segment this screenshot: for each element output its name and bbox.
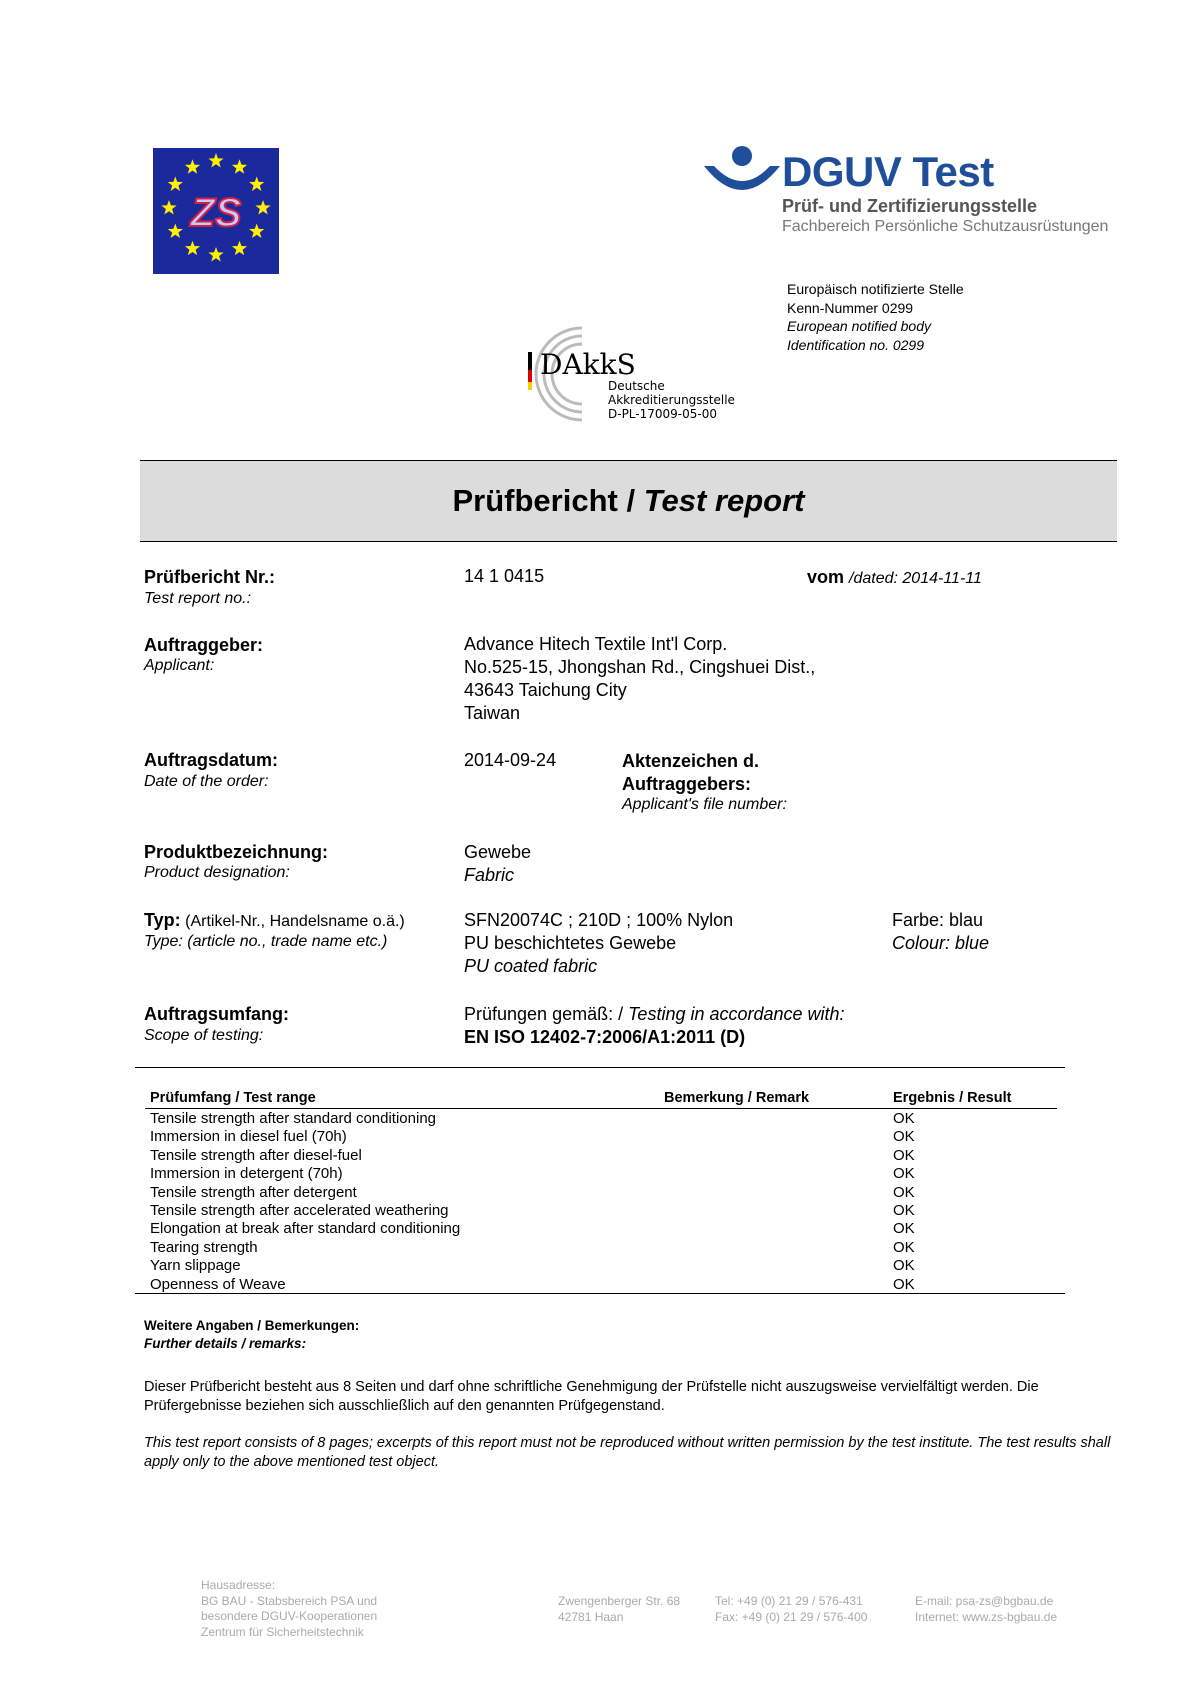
test-result-cell: OK <box>893 1275 915 1293</box>
table-row <box>150 1147 1050 1165</box>
applicant-line: No.525-15, Jhongshan Rd., Cingshuei Dist., <box>464 657 816 677</box>
scope-label-en: Scope of testing: <box>144 1027 264 1044</box>
dakks-code: D-PL-17009-05-00 <box>608 407 717 421</box>
table-row <box>150 1276 1050 1294</box>
test-result-cell: OK <box>893 1165 915 1183</box>
notified-body-id-de: Kenn-Nummer 0299 <box>787 299 914 316</box>
test-result-cell: OK <box>893 1110 915 1127</box>
results-table-body <box>150 1110 1050 1294</box>
test-result-cell: OK <box>893 1257 915 1275</box>
table-header-result: Ergebnis / Result <box>893 1090 1012 1106</box>
dguv-emblem-icon <box>702 144 782 204</box>
table-row <box>150 1220 1050 1238</box>
footer-street <box>558 1594 680 1625</box>
test-range-cell: Tensile strength after diesel-fuel <box>150 1146 362 1164</box>
report-no-label-en: Test report no.: <box>144 590 252 607</box>
table-row <box>150 1165 1050 1183</box>
type-value: SFN20074C ; 210D ; 100% Nylon PU beschichtetes Gewebe PU coated fabric <box>464 910 734 976</box>
remarks-paragraph-de: Dieser Prüfbericht besteht aus 8 Seiten und darf ohne schriftliche Genehmigung der Prüfstelle nicht auszugsweise vervielfältigt werden. Die Prüfergebnisse beziehen sich ausschließlich auf den genannten Prüfgegenstand. <box>144 1379 1039 1414</box>
test-range-cell: Tensile strength after accelerated weathering <box>150 1201 449 1219</box>
test-range-cell: Openness of Weave <box>150 1275 286 1293</box>
test-range-cell: Tensile strength after standard conditioning <box>150 1110 437 1127</box>
footer-line: Zwengenberger Str. 68 <box>558 1594 681 1608</box>
remarks-paragraph-en: This test report consists of 8 pages; excerpts of this report must not be reproduced without written permission by the test institute. The test results shall apply only to the above mentioned test object. <box>144 1435 1111 1470</box>
type-label: Typ: (Artikel-Nr., Handelsname o.ä.) <box>144 910 405 930</box>
test-result-cell: OK <box>893 1220 915 1238</box>
page-title: Prüfbericht / Test report <box>452 483 805 518</box>
test-result-cell: OK <box>893 1183 915 1201</box>
order-date-label: Auftragsdatum: <box>144 750 278 770</box>
dguv-title: DGUV Test <box>782 148 994 195</box>
table-row <box>150 1110 1050 1128</box>
table-header-range: Prüfumfang / Test range <box>150 1090 316 1106</box>
footer-line: Hausadresse: <box>201 1578 276 1592</box>
notified-body-block <box>787 280 964 354</box>
table-row <box>150 1202 1050 1220</box>
footer-line: BG BAU - Stabsbereich PSA und <box>201 1593 378 1608</box>
product-value: Gewebe <box>464 842 532 862</box>
dakks-logo <box>522 322 742 428</box>
dakks-line1: Deutsche <box>608 379 665 393</box>
zs-logo-text: ZS <box>190 191 242 235</box>
report-no-value: 14 1 0415 <box>464 566 545 586</box>
footer-line: besondere DGUV-Kooperationen <box>201 1609 378 1623</box>
dakks-line2: Akkreditierungsstelle <box>608 393 735 407</box>
table-row <box>150 1184 1050 1202</box>
test-result-cell: OK <box>893 1146 915 1164</box>
type-label-en: Type: (article no., trade name etc.) <box>144 933 388 950</box>
test-range-cell: Elongation at break after standard conditioning <box>150 1220 461 1238</box>
footer-line: 42781 Haan <box>558 1609 624 1624</box>
test-range-cell: Yarn slippage <box>150 1257 241 1275</box>
footer-line: Zentrum für Sicherheitstechnik <box>201 1624 364 1639</box>
test-range-cell: Tensile strength after detergent <box>150 1183 357 1201</box>
product-label-en: Product designation: <box>144 864 290 881</box>
footer-line: Tel: +49 (0) 21 29 / 576-431 <box>715 1594 863 1608</box>
product-value-en: Fabric <box>464 865 515 885</box>
zs-logo <box>153 148 279 274</box>
scope-line: Prüfungen gemäß: / Testing in accordance with: <box>464 1004 845 1024</box>
table-bottom-rule <box>135 1293 1065 1294</box>
applicant-label: Auftraggeber: <box>144 635 264 655</box>
notified-body-id-en: Identification no. 0299 <box>787 336 924 353</box>
table-header-remark: Bemerkung / Remark <box>664 1090 810 1106</box>
applicant-address <box>464 633 815 725</box>
table-row <box>150 1128 1050 1146</box>
test-range-cell: Immersion in detergent (70h) <box>150 1165 343 1183</box>
file-number-label-en: Applicant's file number: <box>622 796 787 813</box>
footer-line: Internet: www.zs-bgbau.de <box>915 1609 1058 1624</box>
scope-standard: EN ISO 12402-7:2006/A1:2011 (D) <box>464 1027 746 1047</box>
report-date: vom /dated: 2014-11-11 <box>807 567 982 587</box>
order-date-label-en: Date of the order: <box>144 773 269 790</box>
test-result-cell: OK <box>893 1128 915 1146</box>
table-top-rule <box>135 1067 1065 1068</box>
applicant-label-en: Applicant: <box>144 657 215 674</box>
footer-line: Fax: +49 (0) 21 29 / 576-400 <box>715 1609 868 1624</box>
remarks-label-en: Further details / remarks: <box>144 1336 307 1351</box>
report-no-label: Prüfbericht Nr.: <box>144 567 276 587</box>
notified-body-en: European notified body <box>787 318 931 334</box>
table-header-rule <box>145 1108 1057 1109</box>
footer-contact <box>915 1594 1057 1625</box>
product-label: Produktbezeichnung: <box>144 842 328 862</box>
table-row <box>150 1239 1050 1257</box>
applicant-line: Advance Hitech Textile Int'l Corp. <box>464 634 728 654</box>
remarks-label: Weitere Angaben / Bemerkungen: <box>144 1318 360 1333</box>
test-result-cell: OK <box>893 1201 915 1219</box>
test-range-cell: Immersion in diesel fuel (70h) <box>150 1128 347 1146</box>
notified-body-de: Europäisch notifizierte Stelle <box>787 281 964 297</box>
test-result-cell: OK <box>893 1238 915 1256</box>
colour-value: Farbe: blau Colour: blue <box>892 910 990 953</box>
dguv-department: Fachbereich Persönliche Schutzausrüstungen <box>782 218 1109 235</box>
applicant-line: Taiwan <box>464 703 521 723</box>
title-bar <box>140 460 1117 542</box>
table-row <box>150 1257 1050 1275</box>
scope-label: Auftragsumfang: <box>144 1004 289 1024</box>
footer-phone <box>715 1594 867 1625</box>
dguv-subtitle: Prüf- und Zertifizierungsstelle <box>782 196 1038 216</box>
footer-address <box>201 1578 377 1640</box>
applicant-line: 43643 Taichung City <box>464 680 627 700</box>
test-range-cell: Tearing strength <box>150 1238 258 1256</box>
dakks-name: DAkkS <box>540 348 636 381</box>
order-date-value: 2014-09-24 <box>464 750 557 770</box>
file-number-label: Aktenzeichen d. Auftraggebers: <box>622 751 760 794</box>
footer-line: E-mail: psa-zs@bgbau.de <box>915 1594 1054 1608</box>
